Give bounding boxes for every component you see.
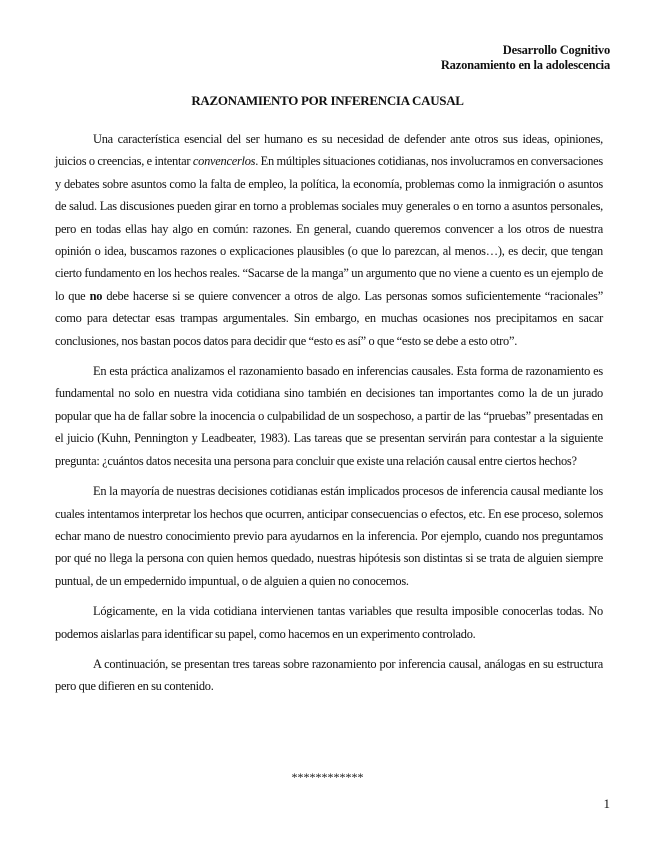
paragraph-4: Lógicamente, en la vida cotidiana intervienen tantas variables que resulta imposible conocerlas todas. No podemos aislarlas para identificar su papel, como hacemos en un experimento controlado. [55,604,603,641]
page-number: 1 [603,796,610,811]
header-section-title: Razonamiento en la adolescencia [440,58,610,72]
header-course-title: Desarrollo Cognitivo [502,43,610,57]
paragraph-1 [55,128,603,352]
running-header [441,43,610,73]
paragraph-3: En la mayoría de nuestras decisiones cotidianas están implicados procesos de inferencia causal mediante los cuales intentamos interpretar los hechos que ocurren, anticipar consecuencias o efectos, etc. En ese proceso, solemos echar mano de nuestro conocimiento previo para ayudarnos en la inferencia. Por ejemplo, cuando nos preguntamos por qué no llega la persona con quien hemos quedado, nuestras hipótesis son distintas si se trata de alguien siempre puntual, de un empedernido impuntual, o de alguien a quien no conocemos. [55,484,603,588]
paragraph-1-text-b: . En múltiples situaciones cotidianas, nos involucramos en conversaciones y debates sobre asuntos como la falta de empleo, la política, la economía, problemas como la inmigración o asuntos de salud. Las discusiones pueden girar en torno a problemas sociales muy generales o en torno a asuntos personales, pero en todas ellas hay algo en común: razones. En general, cuando queremos convencer a los otros de nuestra opinión o idea, buscamos razones o explicaciones plausibles (o que lo parezcan, al menos…), es decir, que tengan cierto fundamento en los hechos reales. “Sacarse de la manga” un argumento que no viene a cuento es un ejemplo de lo que [55,154,603,303]
document-title: RAZONAMIENTO POR INFERENCIA CAUSAL [191,93,464,108]
section-separator: ************ [291,770,364,784]
paragraph-5: A continuación, se presentan tres tareas sobre razonamiento por inferencia causal, análogas en su estructura pero que difieren en su contenido. [55,656,603,694]
paragraph-1-emphasis: convencerlos [192,154,256,169]
paragraph-1-text-c: debe hacerse si se quiere convencer a otros de algo. Las personas somos suficientemente “racionales” como para detectar esas trampas argumentales. Sin embargo, en muchas ocasiones nos precipitamos en sacar conclusiones, nos bastan pocos datos para decidir que “esto es así” o que “esto se debe a esto otro”. [55,288,603,348]
paragraph-1-text-a: Una característica esencial del ser humano es su necesidad de defender ante otros sus ideas, opiniones, juicios o creencias, e intentar [55,132,603,169]
document-body [55,128,603,706]
paragraph-2: En esta práctica analizamos el razonamiento basado en inferencias causales. Esta forma de razonamiento es fundamental no solo en nuestra vida cotidiana sino también en decisiones tan importantes como la de un jurado popular que ha de fallar sobre la inocencia o culpabilidad de un sospechoso, a partir de las “pruebas” presentadas en el juicio (Kuhn, Pennington y Leadbeater, 1983). Las tareas que se presentan servirán para contestar a la siguiente pregunta: ¿cuántos datos necesita una persona para concluir que existe una relación causal entre ciertos hechos? [55,364,603,468]
paragraph-1-bold: no [89,288,103,303]
